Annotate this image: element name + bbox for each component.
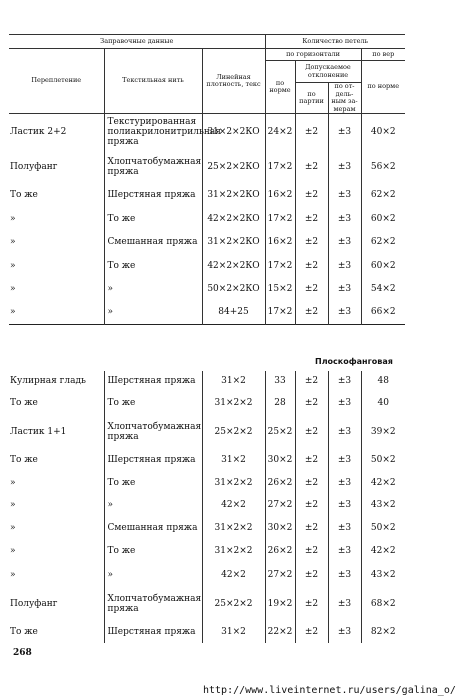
cell-yarn: » bbox=[104, 278, 202, 301]
cell-yarn: » bbox=[104, 562, 202, 587]
cell-h: 22×2 bbox=[265, 621, 295, 643]
header-per-batch: по партии bbox=[295, 83, 328, 114]
table-row bbox=[9, 278, 405, 301]
cell-batch: ±2 bbox=[295, 114, 328, 150]
cell-v: 50×2 bbox=[361, 516, 405, 539]
cell-density: 31×2 bbox=[202, 449, 265, 471]
table-row bbox=[9, 539, 405, 562]
cell-weave: Ластик 2+2 bbox=[9, 114, 104, 150]
cell-v: 60×2 bbox=[361, 207, 405, 231]
cell-yarn: Шерстяная пряжа bbox=[104, 184, 202, 207]
cell-h: 26×2 bbox=[265, 539, 295, 562]
cell-yarn: То же bbox=[104, 207, 202, 231]
cell-weave: Ластик 1+1 bbox=[9, 414, 104, 449]
cell-h: 30×2 bbox=[265, 516, 295, 539]
cell-batch: ±2 bbox=[295, 539, 328, 562]
cell-h: 17×2 bbox=[265, 150, 295, 184]
table-row bbox=[9, 494, 405, 516]
cell-item: ±3 bbox=[328, 539, 361, 562]
cell-v: 50×2 bbox=[361, 449, 405, 471]
cell-weave: » bbox=[9, 539, 104, 562]
cell-yarn: Хлопчатобумажная пряжа bbox=[104, 150, 202, 184]
cell-item: ±3 bbox=[328, 254, 361, 278]
table-row bbox=[9, 184, 405, 207]
cell-yarn: » bbox=[104, 301, 202, 325]
cell-v: 42×2 bbox=[361, 471, 405, 494]
table-row bbox=[9, 471, 405, 494]
cell-v: 42×2 bbox=[361, 539, 405, 562]
cell-item: ±3 bbox=[328, 471, 361, 494]
cell-yarn: Шерстяная пряжа bbox=[104, 449, 202, 471]
header-allowed: Допускаемое отклонение bbox=[295, 61, 361, 83]
cell-item: ±3 bbox=[328, 231, 361, 254]
cell-density: 31×2 bbox=[202, 371, 265, 391]
cell-density: 42×2×2КО bbox=[202, 254, 265, 278]
table-row bbox=[9, 371, 405, 391]
cell-batch: ±2 bbox=[295, 301, 328, 325]
cell-weave: Полуфанг bbox=[9, 587, 104, 621]
cell-density: 25×2×2 bbox=[202, 414, 265, 449]
table-row bbox=[9, 114, 405, 150]
cell-density: 84+25 bbox=[202, 301, 265, 325]
cell-batch: ±2 bbox=[295, 184, 328, 207]
cell-h: 28 bbox=[265, 391, 295, 414]
cell-batch: ±2 bbox=[295, 516, 328, 539]
table-row bbox=[9, 449, 405, 471]
cell-density: 25×2×2 bbox=[202, 587, 265, 621]
cell-yarn: То же bbox=[104, 539, 202, 562]
cell-weave: Кулирная гладь bbox=[9, 371, 104, 391]
cell-v: 40 bbox=[361, 391, 405, 414]
cell-item: ±3 bbox=[328, 516, 361, 539]
cell-weave: То же bbox=[9, 184, 104, 207]
cell-item: ±3 bbox=[328, 371, 361, 391]
table-row bbox=[9, 301, 405, 325]
page-number: 268 bbox=[13, 648, 32, 658]
cell-density: 42×2×2КО bbox=[202, 207, 265, 231]
cell-batch: ±2 bbox=[295, 150, 328, 184]
cell-density: 42×2 bbox=[202, 494, 265, 516]
cell-item: ±3 bbox=[328, 150, 361, 184]
cell-item: ±3 bbox=[328, 587, 361, 621]
cell-v: 68×2 bbox=[361, 587, 405, 621]
cell-h: 16×2 bbox=[265, 231, 295, 254]
cell-weave: То же bbox=[9, 449, 104, 471]
header-per-item: по от-дель-ным за-мерам bbox=[328, 83, 361, 114]
knitting-spec-table bbox=[9, 34, 405, 325]
cell-h: 17×2 bbox=[265, 254, 295, 278]
cell-weave: » bbox=[9, 471, 104, 494]
cell-item: ±3 bbox=[328, 114, 361, 150]
cell-batch: ±2 bbox=[295, 449, 328, 471]
cell-v: 54×2 bbox=[361, 278, 405, 301]
cell-item: ±3 bbox=[328, 184, 361, 207]
cell-item: ±3 bbox=[328, 301, 361, 325]
cell-item: ±3 bbox=[328, 278, 361, 301]
cell-v: 43×2 bbox=[361, 494, 405, 516]
cell-item: ±3 bbox=[328, 207, 361, 231]
table-row bbox=[9, 254, 405, 278]
cell-item: ±3 bbox=[328, 391, 361, 414]
header-yarn: Текстильная нить bbox=[104, 49, 202, 114]
cell-batch: ±2 bbox=[295, 371, 328, 391]
header-norm-h: по норме bbox=[265, 61, 295, 114]
cell-batch: ±2 bbox=[295, 254, 328, 278]
section-title: Плоскофанговая bbox=[315, 357, 393, 366]
cell-density: 31×2×2 bbox=[202, 391, 265, 414]
cell-batch: ±2 bbox=[295, 562, 328, 587]
cell-density: 31×2 bbox=[202, 621, 265, 643]
cell-yarn: Шерстяная пряжа bbox=[104, 371, 202, 391]
cell-v: 39×2 bbox=[361, 414, 405, 449]
cell-yarn: То же bbox=[104, 471, 202, 494]
cell-h: 27×2 bbox=[265, 494, 295, 516]
header-weave: Переплетение bbox=[9, 49, 104, 114]
cell-density: 25×2×2КО bbox=[202, 150, 265, 184]
cell-weave: То же bbox=[9, 621, 104, 643]
cell-v: 40×2 bbox=[361, 114, 405, 150]
cell-batch: ±2 bbox=[295, 391, 328, 414]
cell-weave: » bbox=[9, 231, 104, 254]
cell-v: 82×2 bbox=[361, 621, 405, 643]
cell-batch: ±2 bbox=[295, 231, 328, 254]
cell-h: 17×2 bbox=[265, 301, 295, 325]
cell-h: 27×2 bbox=[265, 562, 295, 587]
header-ref-data: Заправочные данные bbox=[9, 35, 265, 49]
cell-batch: ±2 bbox=[295, 414, 328, 449]
cell-h: 30×2 bbox=[265, 449, 295, 471]
cell-v: 62×2 bbox=[361, 184, 405, 207]
cell-density: 50×2×2КО bbox=[202, 278, 265, 301]
cell-h: 19×2 bbox=[265, 587, 295, 621]
cell-density: 42×2 bbox=[202, 562, 265, 587]
watermark-url: http://www.liveinternet.ru/users/galina_o/ bbox=[203, 685, 456, 696]
header-norm-v: по норме bbox=[361, 61, 405, 114]
cell-yarn: Текстурированная полиакрилонитрильная пряжа bbox=[104, 114, 202, 150]
cell-batch: ±2 bbox=[295, 471, 328, 494]
cell-h: 33 bbox=[265, 371, 295, 391]
cell-weave: » bbox=[9, 516, 104, 539]
cell-batch: ±2 bbox=[295, 207, 328, 231]
table-row bbox=[9, 414, 405, 449]
cell-v: 56×2 bbox=[361, 150, 405, 184]
header-loop-count: Количество петель bbox=[265, 35, 405, 49]
cell-yarn: » bbox=[104, 494, 202, 516]
cell-weave: » bbox=[9, 254, 104, 278]
cell-h: 15×2 bbox=[265, 278, 295, 301]
cell-yarn: Смешанная пряжа bbox=[104, 231, 202, 254]
cell-h: 17×2 bbox=[265, 207, 295, 231]
table-row bbox=[9, 391, 405, 414]
cell-v: 62×2 bbox=[361, 231, 405, 254]
cell-weave: То же bbox=[9, 391, 104, 414]
cell-yarn: Хлопчатобумажная пряжа bbox=[104, 587, 202, 621]
cell-density: 31×2×2 bbox=[202, 516, 265, 539]
cell-v: 43×2 bbox=[361, 562, 405, 587]
cell-yarn: Шерстяная пряжа bbox=[104, 621, 202, 643]
cell-yarn: Хлопчатобумажная пряжа bbox=[104, 414, 202, 449]
cell-yarn: Смешанная пряжа bbox=[104, 516, 202, 539]
cell-weave: » bbox=[9, 207, 104, 231]
flat-knit-table bbox=[9, 371, 405, 643]
cell-density: 31×2×2 bbox=[202, 539, 265, 562]
table-row bbox=[9, 231, 405, 254]
cell-item: ±3 bbox=[328, 414, 361, 449]
table-row bbox=[9, 562, 405, 587]
cell-v: 66×2 bbox=[361, 301, 405, 325]
cell-yarn: То же bbox=[104, 254, 202, 278]
table-row bbox=[9, 150, 405, 184]
cell-weave: » bbox=[9, 562, 104, 587]
header-vertical: по вер bbox=[361, 49, 405, 61]
cell-weave: » bbox=[9, 301, 104, 325]
cell-item: ±3 bbox=[328, 562, 361, 587]
cell-density: 31×2×2 bbox=[202, 471, 265, 494]
cell-v: 48 bbox=[361, 371, 405, 391]
cell-batch: ±2 bbox=[295, 587, 328, 621]
cell-weave: » bbox=[9, 494, 104, 516]
cell-h: 24×2 bbox=[265, 114, 295, 150]
cell-item: ±3 bbox=[328, 449, 361, 471]
table-row bbox=[9, 207, 405, 231]
cell-yarn: То же bbox=[104, 391, 202, 414]
cell-weave: » bbox=[9, 278, 104, 301]
header-horizontal: по горизонтали bbox=[265, 49, 361, 61]
cell-batch: ±2 bbox=[295, 494, 328, 516]
cell-density: 31×2×2КО bbox=[202, 184, 265, 207]
cell-h: 25×2 bbox=[265, 414, 295, 449]
table-row bbox=[9, 587, 405, 621]
cell-density: 31×2×2КО bbox=[202, 114, 265, 150]
cell-h: 16×2 bbox=[265, 184, 295, 207]
table-row bbox=[9, 516, 405, 539]
cell-batch: ±2 bbox=[295, 278, 328, 301]
cell-batch: ±2 bbox=[295, 621, 328, 643]
cell-item: ±3 bbox=[328, 494, 361, 516]
cell-density: 31×2×2КО bbox=[202, 231, 265, 254]
header-density: Линейная плотность, текс bbox=[202, 49, 265, 114]
table-row bbox=[9, 621, 405, 643]
cell-item: ±3 bbox=[328, 621, 361, 643]
cell-weave: Полуфанг bbox=[9, 150, 104, 184]
cell-h: 26×2 bbox=[265, 471, 295, 494]
cell-v: 60×2 bbox=[361, 254, 405, 278]
